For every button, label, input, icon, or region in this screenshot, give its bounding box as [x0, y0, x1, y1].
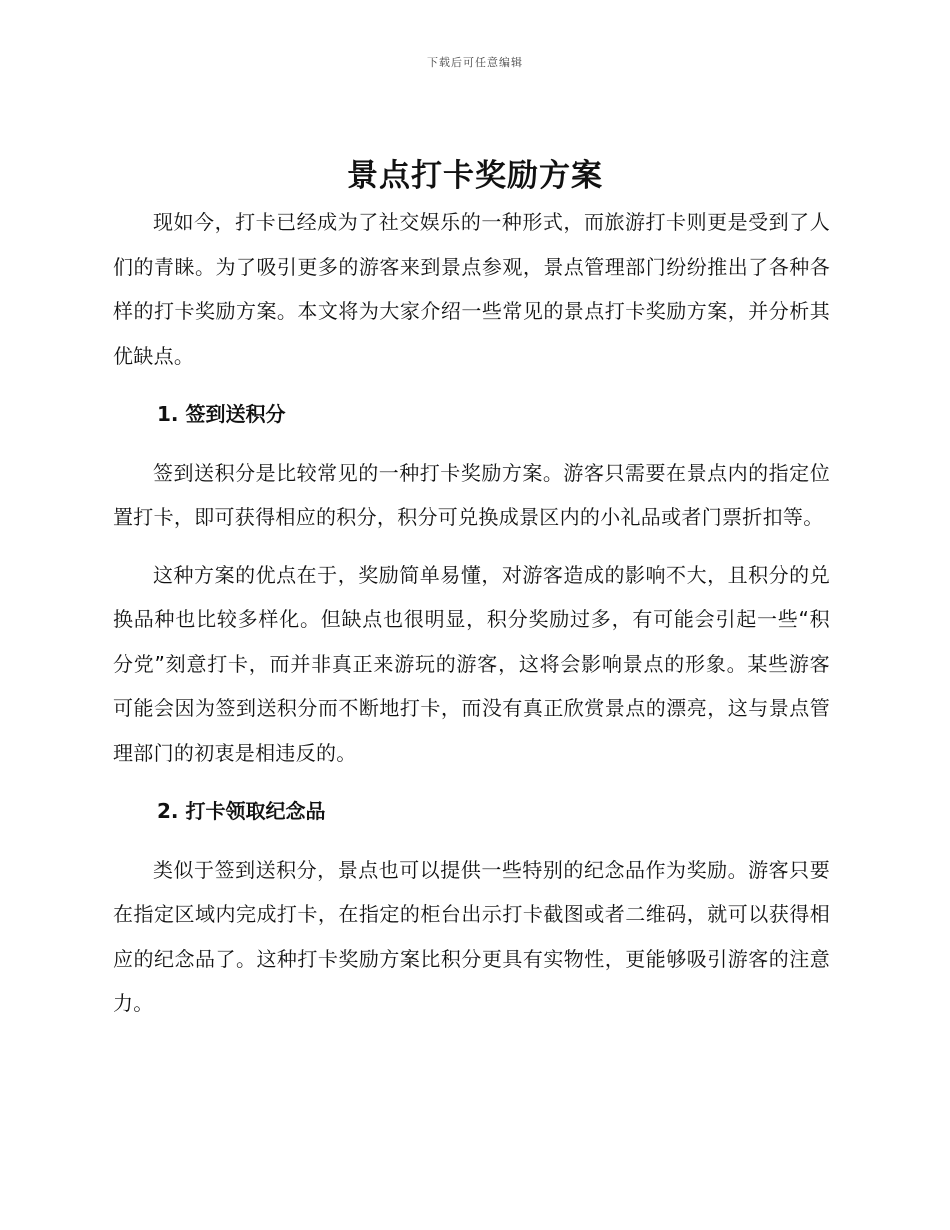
document-title: 景点打卡奖励方案	[347, 158, 603, 194]
section-heading-1: 1. 签到送积分	[157, 402, 286, 426]
section-2-paragraph-1: 类似于签到送积分，景点也可以提供一些特别的纪念品作为奖励。游客只要在指定区域内完成打卡，在指定的柜台出示打卡截图或者二维码，就可以获得相应的纪念品了。这种打卡奖励方案比积分更具有实物性，更能够吸引游客的注意力。	[113, 857, 830, 1015]
section-heading-2: 2. 打卡领取纪念品	[157, 799, 326, 823]
section-1-paragraph-1: 签到送积分是比较常见的一种打卡奖励方案。游客只需要在景点内的指定位置打卡，即可获得相应的积分，积分可兑换成景区内的小礼品或者门票折扣等。	[113, 460, 830, 529]
section-1-paragraph-2: 这种方案的优点在于，奖励简单易懂，对游客造成的影响不大，且积分的兑换品种也比较多样化。但缺点也很明显，积分奖励过多，有可能会引起一些“积分党”刻意打卡，而并非真正来游玩的游客，这将会影响景点的形象。某些游客可能会因为签到送积分而不断地打卡，而没有真正欣赏景点的漂亮，这与景点管理部门的初衷是相违反的。	[113, 562, 830, 765]
intro-paragraph: 现如今，打卡已经成为了社交娱乐的一种形式，而旅游打卡则更是受到了人们的青睐。为了吸引更多的游客来到景点参观，景点管理部门纷纷推出了各种各样的打卡奖励方案。本文将为大家介绍一些常见的景点打卡奖励方案，并分析其优缺点。	[113, 210, 830, 368]
header-note: 下载后可任意编辑	[427, 56, 523, 69]
document-body	[113, 200, 830, 1026]
